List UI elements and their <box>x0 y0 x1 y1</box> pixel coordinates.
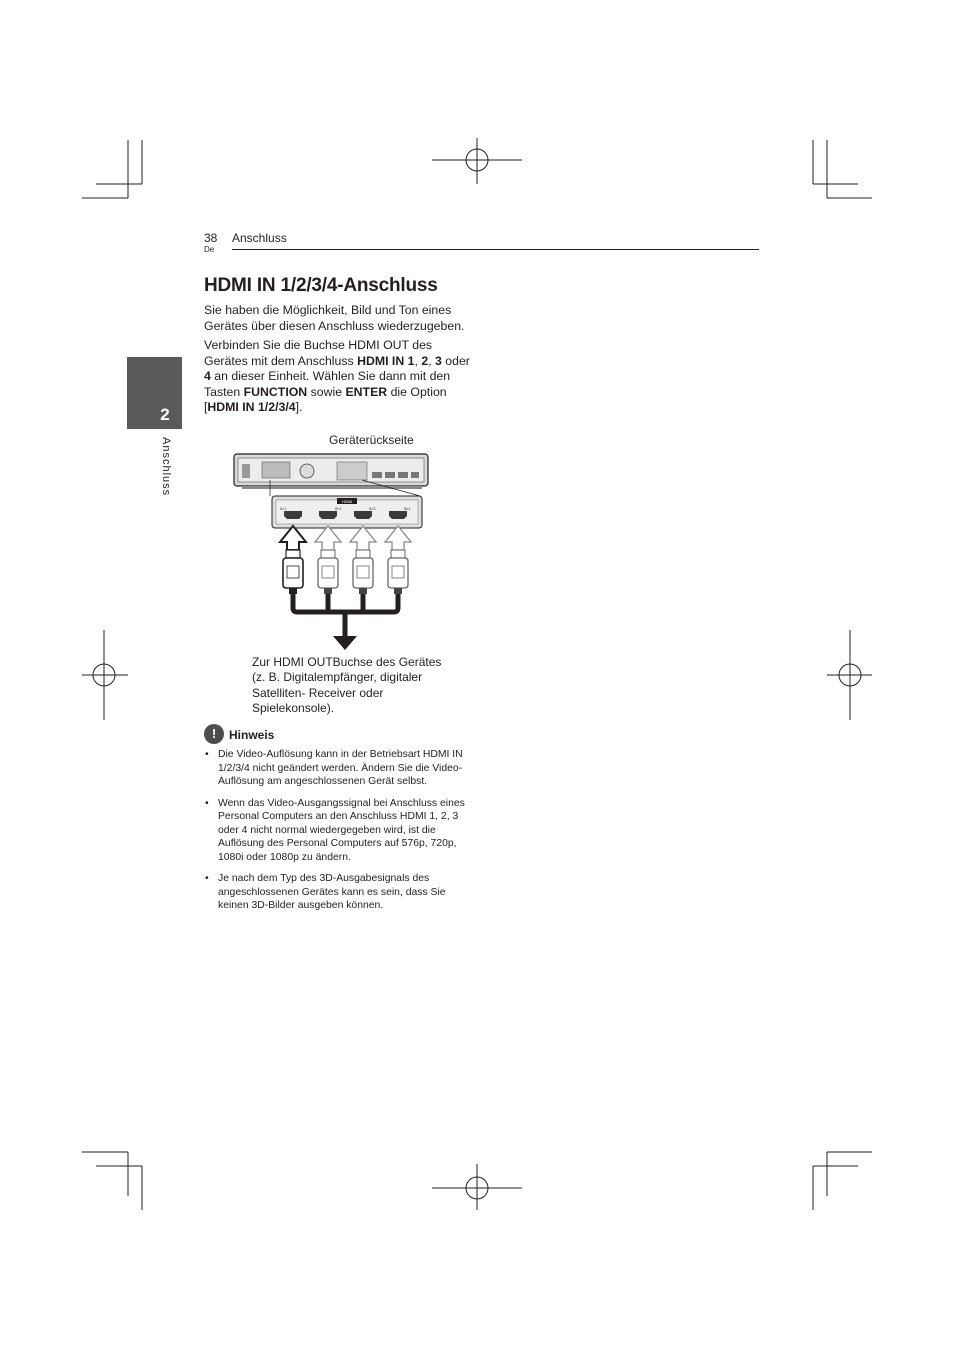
intro-paragraph: Sie haben die Möglichkeit, Bild und Ton eines Gerätes über diesen Anschluss wiederzugeben. <box>204 303 465 333</box>
note-title: Hinweis <box>229 728 275 742</box>
arrow-down-icon <box>333 636 357 650</box>
chapter-label: Anschluss <box>160 437 172 497</box>
bold-span: 2 <box>421 353 429 368</box>
bold-span: FUNCTION <box>243 384 308 399</box>
bold-span: 4 <box>204 369 211 383</box>
exclamation-icon: ! <box>204 724 224 744</box>
port-label: IN 1 <box>280 507 287 511</box>
page-title: HDMI IN 1/2/3/4-Anschluss <box>204 275 438 296</box>
text-span: , <box>414 353 422 368</box>
diagram-caption-bottom: Zur HDMI OUTBuchse des Gerätes (z. B. Digitalempfänger, digitaler Satelliten- Receiver oder Spielekonsole). <box>252 655 442 715</box>
text-span: sowie <box>307 384 346 399</box>
hdmi-connection-diagram <box>232 450 432 652</box>
page-language: De <box>204 245 215 254</box>
bold-span: ENTER <box>345 384 388 399</box>
text-span: ]. <box>295 400 303 414</box>
note-item: • Je nach dem Typ des 3D-Ausgabesignals des angeschlossenen Gerätes kann es sein, dass Sie keinen 3D-Bilder ausgeben können. <box>204 872 474 913</box>
hdmi-plug-icon <box>283 550 408 594</box>
bold-span: 3 <box>435 353 442 368</box>
note-list <box>204 748 474 921</box>
note-item: • Wenn das Video-Ausgangssignal bei Anschluss eines Personal Computers an den Anschluss HDMI 1, 2, 3 oder 4 nicht normal wiedergegeben wird, ist die Auflösung des Personal Computers auf 576p, 720p, 1080i oder 1080p zu ändern. <box>204 797 474 865</box>
text-span: die Option [ <box>204 384 447 414</box>
note-item: • Die Video-Auflösung kann in der Betriebsart HDMI IN 1/2/3/4 nicht geändert werden. Ändern Sie die Video-Auflösung am angeschlossenen Gerät selbst. <box>204 748 474 789</box>
hdmi-panel <box>272 496 422 528</box>
text-span: Verbinden Sie die Buchse HDMI OUT des Gerätes mit dem Anschluss <box>204 338 433 368</box>
header-divider <box>232 249 759 250</box>
text-span: oder <box>441 353 470 368</box>
port-label: IN 3 <box>369 507 376 511</box>
port-label: IN 4 <box>404 507 411 511</box>
page-number: 38 <box>204 231 218 245</box>
bold-span: HDMI IN 1/2/3/4 <box>207 400 296 414</box>
instruction-paragraph <box>204 338 479 416</box>
diagram-caption-top: Geräterückseite <box>329 433 414 447</box>
port-label: IN 2 <box>335 507 342 511</box>
chapter-number: 2 <box>160 405 170 424</box>
arrow-up-icon <box>280 526 411 550</box>
text-span: an dieser Einheit. Wählen Sie dann mit den Tasten <box>204 369 451 399</box>
bold-span: HDMI IN 1 <box>357 353 415 368</box>
hdmi-panel-label: HDMI <box>341 499 353 504</box>
hdmi-cable <box>293 594 398 638</box>
device-rear-icon <box>234 454 428 496</box>
text-span: , <box>428 353 436 368</box>
header-section-title: Anschluss <box>232 231 287 245</box>
